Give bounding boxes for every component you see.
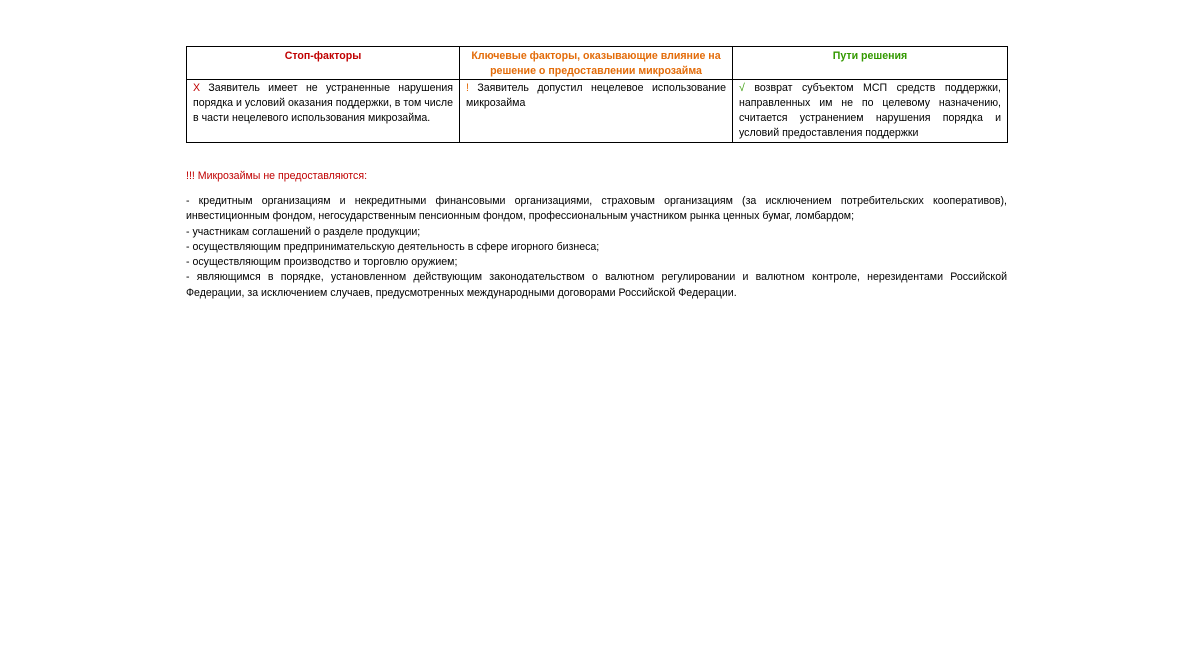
cell-stop-factor	[187, 80, 460, 143]
table-header-row	[187, 47, 1008, 80]
document-page	[186, 46, 1007, 301]
list-item: - осуществляющим предпринимательскую деятельность в сфере игорного бизнеса;	[186, 240, 600, 253]
stop-factor-text: Заявитель имеет не устраненные нарушения порядка и условий оказания поддержки, в том числе в части нецелевого использования микрозайма.	[193, 82, 453, 124]
list-item: - осуществляющим производство и торговлю оружием;	[186, 256, 458, 269]
notice-heading: !!! Микрозаймы не предоставляются:	[186, 170, 368, 182]
cross-mark-icon: Х	[193, 82, 201, 94]
key-factor-text: Заявитель допустил нецелевое использование микрозайма	[466, 82, 726, 109]
cell-solution	[733, 80, 1008, 143]
header-key-factors: Ключевые факторы, оказывающие влияние на решение о предоставлении микрозайма	[460, 47, 733, 80]
cell-key-factor	[460, 80, 733, 143]
header-solutions: Пути решения	[733, 47, 1008, 80]
table-row	[187, 80, 1008, 143]
solution-text: возврат субъектом МСП средств поддержки, направленных им не по целевому назначению, считается устранением нарушения порядка и условий предоставления поддержки	[739, 82, 1001, 139]
list-item: - участникам соглашений о разделе продукции;	[186, 225, 421, 238]
exclamation-mark-icon: !	[466, 82, 469, 94]
list-item: - являющимся в порядке, установленном действующим законодательством о валютном регулировании и валютном контроле, нерезидентами Российской Федерации, за исключением случаев, предусмотренных международными договорами Российской Федерации.	[186, 271, 1007, 299]
check-mark-icon: √	[739, 82, 745, 94]
exclusions-list	[186, 194, 1007, 301]
factors-table	[186, 46, 1008, 143]
header-stop-factors: Стоп-факторы	[187, 47, 460, 80]
list-item: - кредитным организациям и некредитными финансовыми организациями, страховым организациям (за исключением потребительских кооперативов), инвестиционным фондом, негосударственным пенсионным фондом, профессиональным участником рынка ценных бумаг, ломбардом;	[186, 195, 1007, 223]
